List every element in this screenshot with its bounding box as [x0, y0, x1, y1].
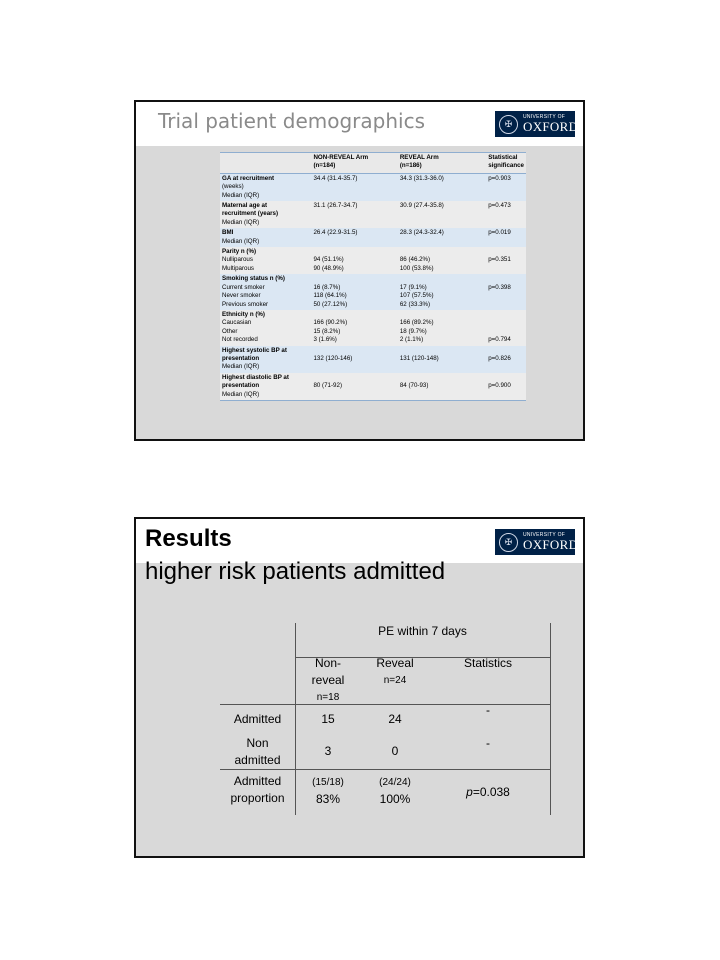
- row-label-cell: BMI Median (IQR): [220, 228, 311, 247]
- value-cell: p=0.900: [486, 373, 526, 401]
- col-reveal-header: Reveal n=24: [376, 656, 414, 686]
- value-cell: p=0.019: [486, 228, 526, 247]
- crest-icon: ✠: [499, 533, 518, 552]
- header-blank: [220, 153, 311, 174]
- value-cell: p=0.903: [486, 173, 526, 201]
- value-cell: 131 (120-148): [398, 346, 486, 373]
- value-cell: 166 (90.2%) 15 (8.2%) 3 (1.6%): [311, 310, 397, 346]
- value-cell: 86 (46.2%) 100 (53.8%): [398, 247, 486, 274]
- table-row: [220, 274, 526, 310]
- table-row: [220, 247, 526, 274]
- proportion-nonreveal: (15/18) 83%: [312, 777, 344, 806]
- admitted-reveal: 24: [388, 712, 402, 726]
- oxford-logo: [495, 111, 579, 137]
- slide-header: [136, 102, 583, 146]
- value-cell: 132 (120-146): [311, 346, 397, 373]
- col-nonreveal-header: Non- reveal n=18: [311, 656, 345, 703]
- value-cell: 28.3 (24.3-32.4): [398, 228, 486, 247]
- row-label-cell: GA at recruitment (weeks) Median (IQR): [220, 173, 311, 201]
- table-divider: [220, 769, 550, 770]
- value-cell: 30.9 (27.4-35.8): [398, 201, 486, 228]
- header-nonreveal: NON-REVEAL Arm (n=184): [311, 153, 397, 174]
- nonadmitted-nonreveal: 3: [324, 744, 332, 758]
- crest-icon: ✠: [499, 115, 518, 134]
- row-label-cell: Maternal age at recruitment (years) Median (IQR): [220, 201, 311, 228]
- row-label-cell: Highest diastolic BP at presentation Median (IQR): [220, 373, 311, 401]
- table-row: [220, 373, 526, 401]
- table-row: [220, 173, 526, 201]
- table-row: [220, 310, 526, 346]
- value-cell: 17 (9.1%) 107 (57.5%) 62 (33.3%): [398, 274, 486, 310]
- results-table: [136, 519, 585, 858]
- nonadmitted-stats: -: [486, 736, 490, 750]
- logo-small-text: UNIVERSITY OF: [523, 114, 566, 120]
- value-cell: 84 (70-93): [398, 373, 486, 401]
- value-cell: p=0.826: [486, 346, 526, 373]
- value-cell: 31.1 (26.7-34.7): [311, 201, 397, 228]
- table-row: [220, 201, 526, 228]
- logo-big-text: OXFORD: [523, 119, 579, 134]
- nonadmitted-reveal: 0: [391, 744, 399, 758]
- col-stats-header: Statistics: [463, 656, 512, 670]
- demographics-slide: [134, 100, 585, 441]
- logo-big-text: OXFORD: [523, 537, 579, 552]
- slide-subtitle: higher risk patients admitted: [145, 558, 446, 585]
- value-cell: p=0.351: [486, 247, 526, 274]
- group-header: PE within 7 days: [378, 624, 467, 638]
- value-cell: 16 (8.7%) 118 (64.1%) 50 (27.12%): [311, 274, 397, 310]
- value-cell: 80 (71-92): [311, 373, 397, 401]
- row-label-cell: Parity n (%) Nulliparous Multiparous: [220, 247, 311, 274]
- table-header-row: [220, 153, 526, 174]
- table-divider: [550, 623, 551, 815]
- row-label-cell: Ethnicity n (%) Caucasian Other Not recorded: [220, 310, 311, 346]
- value-cell: 94 (51.1%) 90 (48.9%): [311, 247, 397, 274]
- value-cell: 26.4 (22.9-31.5): [311, 228, 397, 247]
- slide-title: Trial patient demographics: [158, 109, 425, 133]
- value-cell: p=0.473: [486, 201, 526, 228]
- row-label-cell: Highest systolic BP at presentation Median (IQR): [220, 346, 311, 373]
- row-label-nonadmitted: Non admitted: [234, 736, 281, 767]
- results-slide: [134, 517, 585, 858]
- proportion-stats: p=0.038: [466, 785, 510, 799]
- value-cell: 34.4 (31.4-35.7): [311, 173, 397, 201]
- value-cell: p=0.794: [486, 310, 526, 346]
- row-label-proportion: Admitted proportion: [230, 774, 285, 805]
- header-reveal: REVEAL Arm (n=186): [398, 153, 486, 174]
- row-label-cell: Smoking status n (%) Current smoker Never smoker Previous smoker: [220, 274, 311, 310]
- header-significance: Statistical significance: [486, 153, 526, 174]
- demographics-table: [220, 152, 526, 401]
- proportion-reveal: (24/24) 100%: [379, 777, 411, 806]
- admitted-stats: -: [486, 703, 490, 717]
- admitted-nonreveal: 15: [321, 712, 335, 726]
- value-cell: 166 (89.2%) 18 (9.7%) 2 (1.1%): [398, 310, 486, 346]
- value-cell: p=0.398: [486, 274, 526, 310]
- slide-title: Results: [145, 525, 232, 552]
- logo-small-text: UNIVERSITY OF: [523, 532, 566, 538]
- table-row: [220, 346, 526, 373]
- table-row: [220, 228, 526, 247]
- value-cell: 34.3 (31.3-36.0): [398, 173, 486, 201]
- row-label-admitted: Admitted: [233, 712, 282, 726]
